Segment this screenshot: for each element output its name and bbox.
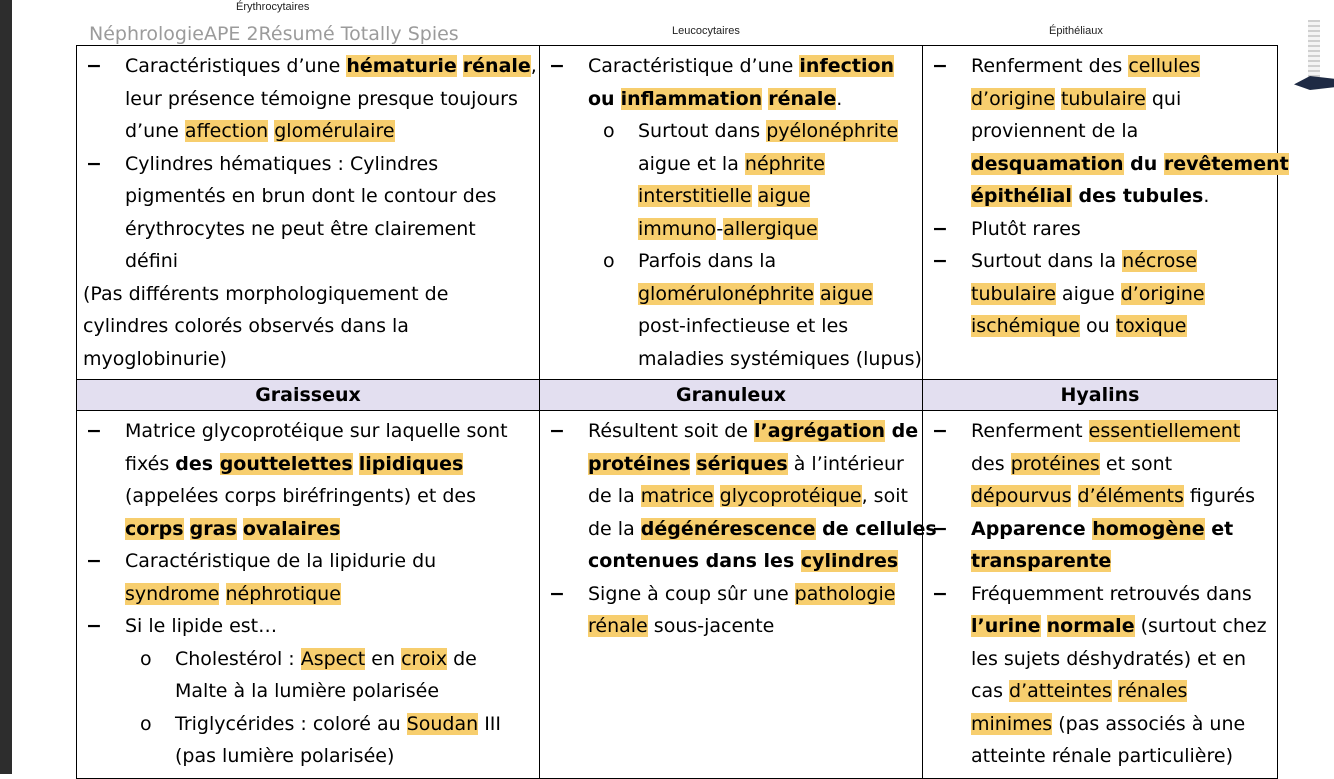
cell-granuleux: − Résultent soit de l’agrégation de protéines sériques à l’intérieur de la matrice glycoprotéique, soit de la dégénérescence de cellules contenues dans les cylindres − Signe à coup sûr une pathologie rénale sous-jacente <box>540 411 923 779</box>
cylinders-table <box>76 45 1289 779</box>
table-row <box>77 411 1278 779</box>
header-graisseux: Graisseux <box>77 380 540 411</box>
cell-epitheliaux: − Renferment des cellules d’origine tubulaire qui proviennent de la desquamation du revêtement épithélial des tubules. − Plutôt rares − Surtout dans la nécrose tubulaire aigue d’origine ischémique ou toxique <box>923 46 1278 380</box>
table-header-row <box>77 380 1278 411</box>
thumbnail-arrow-icon <box>1294 76 1334 90</box>
document-watermark: NéphrologieAPE 2Résumé Totally Spies <box>89 23 459 45</box>
caption-erythrocytaires: Érythrocytaires <box>236 1 310 13</box>
cell-hyalins: − Renferment essentiellement des protéines et sont dépourvus d’éléments figurés − Apparence homogène et transparente − Fréquemment retrouvés dans l’urine normale (surtout chez les sujets déshydratés) et en cas d’atteintes rénales minimes (pas associés à une atteinte rénale particulière) <box>923 411 1278 779</box>
table-row <box>77 46 1278 380</box>
cell-leucocytaires: − Caractéristique d’une infection ou inflammation rénale. o Surtout dans pyélonéphrite aigue et la néphrite interstitielle aigue immuno-allergique o Parfois dans la glomérulonéphrite aigue post-infectieuse et les maladies systémiques (lupus) <box>540 46 923 380</box>
cell-graisseux: − Matrice glycoprotéique sur laquelle sont fixés des gouttelettes lipidiques (appelées corps biréfringents) et des corps gras ovalaires − Caractéristique de la lipidurie du syndrome néphrotique − Si le lipide est… o Cholestérol : Aspect en croix de Malte à la lumière polarisée o Triglycérides : coloré au Soudan III (pas lumière polarisée) <box>77 411 540 779</box>
page-thumbnail[interactable] <box>1294 20 1334 100</box>
caption-epitheliaux: Épithéliaux <box>1049 25 1103 37</box>
left-window-edge <box>0 0 12 774</box>
cell-erythrocytaires: − Caractéristiques d’une hématurie rénale, leur présence témoigne presque toujours d’une affection glomérulaire − Cylindres hématiques : Cylindres pigmentés en brun dont le contour des érythrocytes ne peut être clairement défini (Pas différents morphologiquement de cylindres colorés observés dans la myoglobinurie) <box>77 46 540 380</box>
header-hyalins: Hyalins <box>923 380 1278 411</box>
caption-leucocytaires: Leucocytaires <box>672 25 740 37</box>
header-granuleux: Granuleux <box>540 380 923 411</box>
